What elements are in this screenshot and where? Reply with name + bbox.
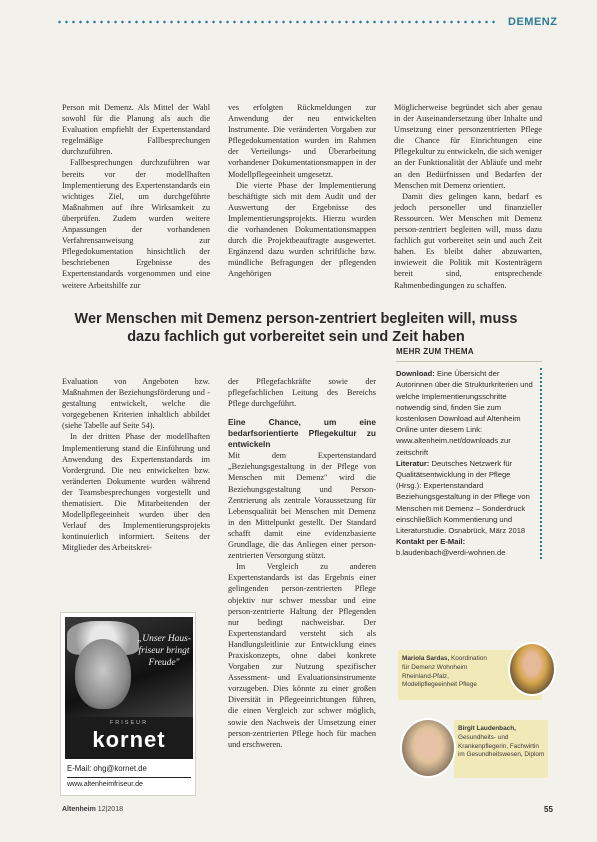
- paragraph: Mit dem Expertenstandard „Beziehungsgestaltung in der Pflege von Menschen mit Demenz" wird die Beziehungsgestaltung und Person-Zentrierung als zentrale Voraussetzung für Lebensqualität bei Menschen mit Demenz in den Mittelpunkt gestellt. Der Standard schafft damit eine evidenzbasierte Grundlage, die das Anliegen einer person-zentrierten Versorgung stützt.: [228, 451, 376, 561]
- author-name: Mariola Sardas,: [402, 655, 450, 662]
- author-description: Gesundheits- und Krankenpflegerin, Fachwirtin im Gesundheitswesen, Diplom: [458, 733, 545, 759]
- contact-email[interactable]: b.laudenbach@verdi-wohnen.de: [396, 548, 506, 558]
- footer-publication: [62, 806, 123, 813]
- paragraph: Evaluation von Angeboten bzw. Maßnahmen der Beziehungsförderung und -gestaltung entwickelt, welche die vorgegebenen Kriterien inhaltlich abbildet (siehe Tabelle auf Seite 54).: [62, 377, 210, 431]
- ad-email[interactable]: E-Mail: ohg@kornet.de: [67, 764, 147, 773]
- download-link[interactable]: www.altenheim.net/downloads zur zeitschrift: [396, 436, 511, 457]
- paragraph: der Pflegefachkräfte sowie der pflegefachlichen Leitung des Bereichs Pflege durchgeführt.: [228, 377, 376, 409]
- ad-photo: [65, 617, 193, 717]
- ad-brand-tagline: FRISEUR: [109, 720, 149, 726]
- download-text: Eine Übersicht der Autorinnen über die Strukturkriterien und welche Implementierungsschritte notwendig sind, finden Sie zum kostenlosen Download auf Altenheim Online unter diesem Link:: [396, 369, 533, 435]
- paragraph: ves erfolgten Rückmeldungen zur Anwendung der neu entwickelten Instrumente. Die veränderten Vorgaben zur Pflegedokumentation wurden im Rahmen der Verteilungs- und Überarbeitung vorhandener Dokumentationsmappen in der Modellpflegeeinheit umgesetzt.: [228, 103, 376, 179]
- ad-portrait: [75, 639, 131, 709]
- advertisement[interactable]: [60, 612, 196, 796]
- author-photo: [400, 718, 456, 778]
- article-subheading: Eine Chance, um eine bedarfsorientierte Pflegekultur zu entwickeln: [228, 417, 376, 450]
- paragraph: Fallbesprechungen durchzuführen war bereits vor der modellhaften Implementierung des Expertenstandards ein wichtiges Ziel, um durchgeführte Maßnahmen auf ihre Wirksamkeit zu überprüfen. Zudem wurden weitere Anpassungen der vorhandenen Verfahrensanweisung zur Pflegedokumentation hinsichtlich der beschriebenen Ergebnisse des Expertenstandards vorgenommen und eine weitere Arbeitshilfe zur: [62, 158, 210, 290]
- paragraph: Die vierte Phase der Implementierung beschäftigte sich mit dem Audit und der Auswertung der Ergebnisse des Implementierungsprojekts. Hierzu wurden die vorhandenen Dokumentationsmappen durch die Projektbeauftragte ausgewertet. Ergänzend dazu wurden schriftliche bzw. mündliche Befragungen der pflegenden Angehörigen: [228, 180, 376, 279]
- info-box-body: [396, 368, 542, 558]
- author-bio: [402, 655, 490, 690]
- paragraph: Im Vergleich zu anderen Expertenstandards ist das Ergebnis einer gelingenden person-zentrierten Pflege objektiv nur schwer messbar und eine person-zentrierte Haltung der Pflegenden nur bedingt nachweisbar. Der Expertenstandard versteht sich als Handlungsleitlinie zur Entwicklung eines Praxiskonzepts, ohne dabei konkrete Vorgaben zur Nutzung spezifischer Assessment- und Evaluationsinstrumente vorzugeben. Dies könnte zu einer großen Diversität in Pflegeeinrichtungen führen, die einen Vergleich zur schwer möglich, sowie den Nachweis der Umsetzung einer person-zentrierten Pflege hoch für machen und erschweren.: [228, 562, 376, 749]
- pull-quote: Wer Menschen mit Demenz person-zentriert begleiten will, muss dazu fachlich gut vorbereitet sein und Zeit haben: [74, 311, 518, 345]
- paragraph: Damit dies gelingen kann, bedarf es jedoch personeller und finanzieller Ressourcen. Wer Menschen mit Demenz person-zentriert begleiten will, muss dazu fachlich gut vorbereitet sein und auch Zeit haben. Es bleibt daher abzuwarten, inwieweit die Politik mit Kostenträgern bereit sind, entsprechende Rahmenbedingungen zu schaffen.: [394, 191, 542, 290]
- paragraph: In der dritten Phase der modellhaften Implementierung stand die Einführung und Anwendung des Expertenstandards im Vordergrund. Die neu entwickelten bzw. veränderten Dokumente wurden während der Teamsbesprechungen vorgestellt und thematisiert. Die Mitarbeitenden der Modellpflegeeinheit wurden über den Verlauf des Implementierungsprojekts kontinuierlich informiert. Seitens der Mitglieder des Arbeitskrei-: [62, 432, 210, 553]
- author-bio: [458, 725, 546, 760]
- author-name: Birgit Laudenbach,: [458, 725, 516, 732]
- download-label: Download:: [396, 369, 435, 379]
- article-column-top-1: [62, 102, 210, 291]
- article-column-top-3: [394, 102, 542, 291]
- paragraph: Möglicherweise begründet sich aber genau in der Auseinandersetzung über Inhalte und Umsetzung einer personzentrierten Pflege die Chance für Einrichtungen eine Pflegekultur zu entwickeln, die sich weniger an der Funktionalität der Abläufe und mehr an den Bedürfnissen und Bedarfen der Menschen mit Demenz orientiert.: [394, 103, 542, 190]
- ad-slogan: „Unser Haus-friseur bringt Freude": [136, 634, 192, 668]
- article-column-bottom-2: [228, 376, 376, 750]
- author-description: Koordination für Demenz Wohnheim Rheinland-Pfalz, Modellpflegeeinheit Pflege: [402, 655, 487, 689]
- section-label: DEMENZ: [508, 16, 558, 28]
- issue-number: 12|2018: [97, 806, 123, 813]
- article-column-top-2: [228, 102, 376, 280]
- ad-website[interactable]: www.altenheimfriseur.de: [67, 777, 191, 791]
- page-number: 55: [544, 805, 553, 814]
- magazine-name: Altenheim: [62, 806, 96, 813]
- ad-brand-bar: [65, 717, 193, 759]
- author-card: [454, 720, 548, 778]
- ad-brand-logo: kornet: [92, 727, 166, 752]
- info-box: [396, 346, 542, 559]
- literature-label: Literatur:: [396, 458, 430, 468]
- article-column-bottom-1: [62, 376, 210, 554]
- paragraph: Person mit Demenz. Als Mittel der Wahl sowohl für die Planung als auch die Evaluation empfiehlt der Expertenstandard regelmäßige Fallbesprechungen durchzuführen.: [62, 103, 210, 157]
- contact-label: Kontakt per E-Mail:: [396, 537, 466, 547]
- author-photo: [508, 642, 556, 696]
- info-box-title: MEHR ZUM THEMA: [396, 346, 542, 362]
- ad-contact: [67, 763, 191, 791]
- header-dotted-rule: [56, 20, 496, 24]
- literature-text: Deutsches Netzwerk für Qualitätsentwicklung in der Pflege (Hrsg.): Expertenstandard Beziehungsgestaltung in der Pflege von Menschen mit Demenz – Sonderdruck einschließlich Kommentierung und Literaturstudie. Osnabrück, März 2018: [396, 458, 530, 536]
